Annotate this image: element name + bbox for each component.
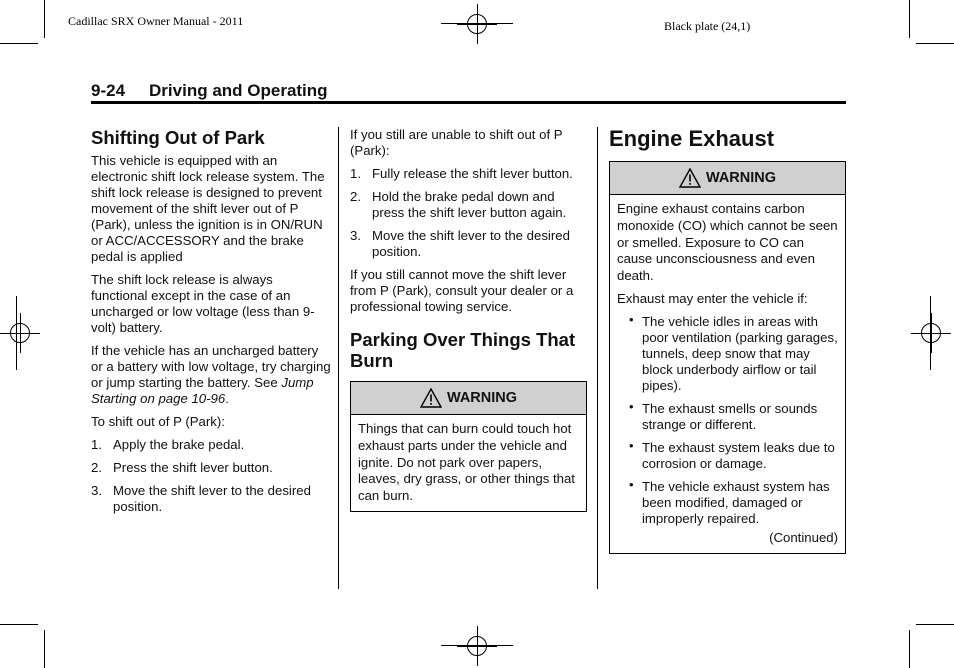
- heading-shifting-out-of-park: Shifting Out of Park: [91, 127, 265, 148]
- warning-box: [350, 381, 587, 512]
- list-item: 1. Apply the brake pedal.: [91, 437, 245, 452]
- crop-mark: [909, 0, 910, 38]
- registration-mark-icon: [457, 626, 497, 666]
- plate-number: Black plate (24,1): [664, 19, 751, 33]
- warning-body: [351, 415, 586, 511]
- crop-mark: [916, 624, 954, 625]
- crop-mark: [44, 0, 45, 38]
- list-item: • The vehicle exhaust system has been modified, damaged or improperly repaired.: [629, 476, 830, 526]
- heading-engine-exhaust: Engine Exhaust: [609, 126, 775, 151]
- cross-reference-link[interactable]: Jump Starting on page 10-96: [91, 375, 314, 406]
- warning-body: [610, 195, 845, 553]
- list-item: 2. Hold the brake pedal down and press the shift lever button again.: [350, 189, 567, 220]
- warning-text: Things that can burn could touch hot exhaust parts under the vehicle and ignite. Do not park over papers, leaves, dry grass, or other things that can burn.: [358, 421, 575, 504]
- paragraph: This vehicle is equipped with an electronic shift lock release system. The shift lock release is designed to prevent movement of the shift lever out of P (Park), unless the ignition is in ON/RUN or ACC/ACCESSORY and the brake pedal is applied: [91, 153, 325, 264]
- registration-mark-icon: [911, 313, 951, 353]
- list-item: 2. Press the shift lever button.: [91, 460, 273, 475]
- heading-parking-over-things-that-burn: Parking Over Things That Burn: [350, 329, 576, 371]
- paragraph: The shift lock release is always functional except in the case of an uncharged or low voltage (less than 9-volt) battery.: [91, 272, 315, 335]
- warning-triangle-icon: [679, 168, 701, 188]
- warning-header: [610, 162, 845, 195]
- section-title: Driving and Operating: [149, 81, 328, 100]
- warning-text: Exhaust may enter the vehicle if:: [617, 290, 808, 306]
- running-head: [91, 81, 328, 101]
- crop-mark: [441, 23, 513, 24]
- crop-mark: [0, 624, 38, 625]
- warning-label: WARNING: [705, 170, 777, 186]
- bullet-icon: •: [629, 398, 634, 414]
- list-item: 1. Fully release the shift lever button.: [350, 166, 573, 181]
- warning-box: [609, 161, 846, 554]
- list-item: • The vehicle idles in areas with poor ventilation (parking garages, tunnels, deep snow that may block underbody airflow or tail pipes).: [629, 311, 838, 393]
- column-1: [91, 127, 331, 522]
- bullet-icon: •: [629, 476, 634, 492]
- list-item: • The exhaust smells or sounds strange or different.: [629, 398, 818, 432]
- step-list: [350, 166, 587, 260]
- paragraph: If you still cannot move the shift lever from P (Park), consult your dealer or a professional towing service.: [350, 267, 574, 314]
- page-number: 9-24: [91, 81, 126, 100]
- step-list: [91, 437, 331, 515]
- plate-title: Cadillac SRX Owner Manual - 2011: [68, 14, 244, 28]
- bullet-icon: •: [629, 437, 634, 453]
- column-divider: [597, 127, 598, 589]
- column-3: [609, 126, 846, 554]
- column-2: [350, 127, 587, 512]
- crop-mark: [0, 43, 38, 44]
- warning-label: WARNING: [446, 390, 518, 406]
- paragraph: To shift out of P (Park):: [91, 414, 225, 429]
- crop-mark: [441, 645, 513, 646]
- registration-mark-icon: [0, 313, 40, 353]
- crop-mark: [909, 630, 910, 668]
- paragraph: If you still are unable to shift out of P (Park):: [350, 127, 563, 158]
- crop-mark: [916, 43, 954, 44]
- continued-label: (Continued): [769, 529, 838, 545]
- warning-text: Engine exhaust contains carbon monoxide (CO) which cannot be seen or smelled. Exposure to CO can cause unconsciousness and even death.: [617, 201, 838, 284]
- bullet-list: [617, 311, 838, 527]
- registration-mark-icon: [457, 4, 497, 44]
- bullet-icon: •: [629, 311, 634, 327]
- paragraph: If the vehicle has an uncharged battery or a battery with low voltage, try charging or jump starting the battery. See Jump Starting on page 10-96.: [91, 343, 331, 406]
- list-item: 3. Move the shift lever to the desired position.: [350, 228, 570, 259]
- column-divider: [338, 127, 339, 589]
- list-item: 3. Move the shift lever to the desired position.: [91, 483, 311, 514]
- warning-triangle-icon: [420, 388, 442, 408]
- header-rule: [91, 101, 846, 104]
- list-item: • The exhaust system leaks due to corrosion or damage.: [629, 437, 835, 471]
- warning-header: [351, 382, 586, 415]
- crop-mark: [44, 630, 45, 668]
